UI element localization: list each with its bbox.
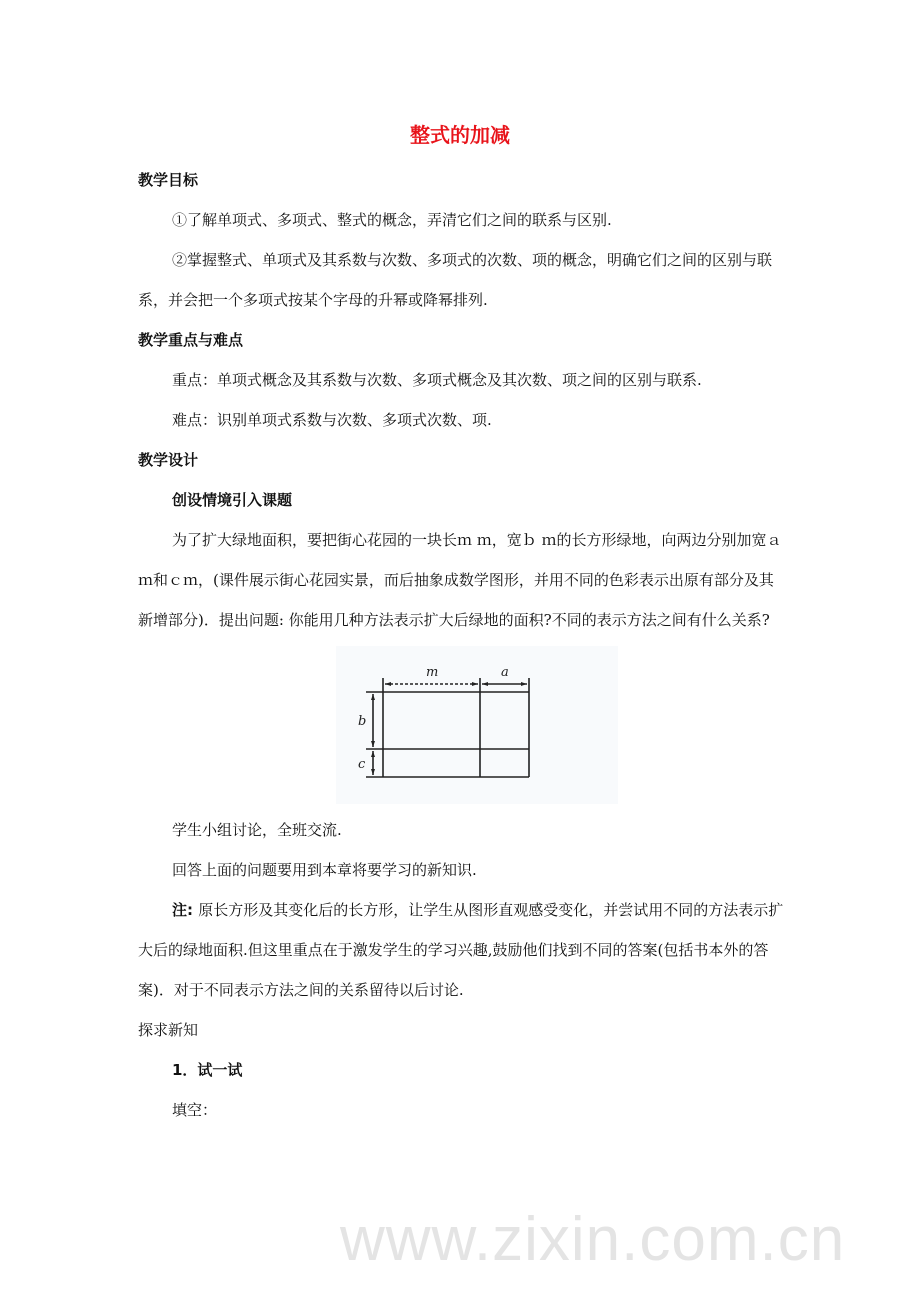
explore-heading: 探求新知 xyxy=(138,1021,199,1039)
try-heading: 1．试一试 xyxy=(172,1061,243,1079)
key-heading: 教学重点与难点 xyxy=(138,331,244,349)
key-points: 重点：单项式概念及其系数与次数、多项式概念及其次数、项之间的区别与联系. xyxy=(172,371,702,389)
difficulty-points: 难点：识别单项式系数与次数、多项式次数、项. xyxy=(172,411,492,429)
label-c: c xyxy=(358,757,366,772)
goal-1: ①了解单项式、多项式、整式的概念，弄清它们之间的联系与区别. xyxy=(172,211,612,229)
note-paragraph: 注: 原长方形及其变化后的长方形，让学生从图形直观感受变化，并尝试用不同的方法表示扩大后的绿地面积.但这里重点在于激发学生的学习兴趣,鼓励他们找到不同的答案(包括书本外的答案)．对于不同表示方法之间的关系留待以后讨论. xyxy=(138,901,784,999)
rectangle-diagram xyxy=(336,646,618,804)
note-text: 原长方形及其变化后的长方形，让学生从图形直观感受变化，并尝试用不同的方法表示扩大后的绿地面积.但这里重点在于激发学生的学习兴趣,鼓励他们找到不同的答案(包括书本外的答案)．对于不同表示方法之间的关系留待以后讨论. xyxy=(138,901,784,999)
label-b: b xyxy=(358,714,367,729)
label-a: a xyxy=(501,665,509,680)
answer-text: 回答上面的问题要用到本章将要学习的新知识. xyxy=(172,861,477,879)
intro-paragraph: 为了扩大绿地面积，要把街心花园的一块长ｍ ｍ，宽ｂ ｍ的长方形绿地，向两边分别加宽ａｍ和ｃｍ，(课件展示街心花园实景，而后抽象成数学图形，并用不同的色彩表示出原有部分及其新增部分)．提出问题: 你能用几种方法表示扩大后绿地的面积?不同的表示方法之间有什么关系? xyxy=(138,531,782,629)
intro-heading: 创设情境引入课题 xyxy=(172,491,293,509)
discussion-text: 学生小组讨论，全班交流. xyxy=(172,821,342,839)
rectangle-figure xyxy=(336,646,618,804)
note-label: 注 xyxy=(172,901,188,919)
document-body xyxy=(138,160,786,1130)
fill-label: 填空： xyxy=(172,1101,218,1119)
watermark: www.zixin.com.cn xyxy=(340,1205,846,1274)
label-m: m xyxy=(426,665,439,680)
goals-heading: 教学目标 xyxy=(138,171,199,189)
goal-2: ②掌握整式、单项式及其系数与次数、多项式的次数、项的概念，明确它们之间的区别与联系，并会把一个多项式按某个字母的升幂或降幂排列. xyxy=(138,251,773,309)
page-title: 整式的加减 xyxy=(410,123,510,147)
design-heading: 教学设计 xyxy=(138,451,199,469)
